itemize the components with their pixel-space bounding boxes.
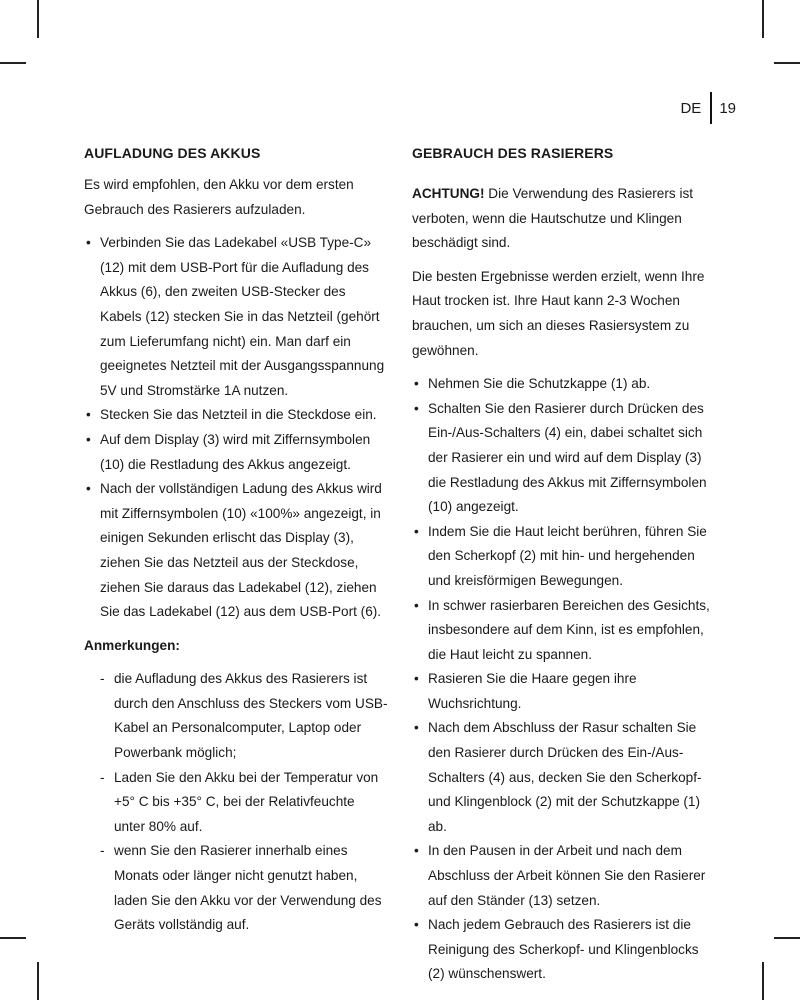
list-item: • In den Pausen in der Arbeit und nach dem Abschluss der Arbeit können Sie den Rasierer auf den Ständer (13) setzen.	[412, 839, 716, 913]
list-item: - Laden Sie den Akku bei der Temperatur von +5° C bis +35° C, bei der Relativfeuchte unter 80% auf.	[96, 766, 388, 840]
warning-label: ACHTUNG!	[412, 186, 485, 201]
list-item: • Nach dem Abschluss der Rasur schalten Sie den Rasierer durch Drücken des Ein-/Aus-Schalters (4) aus, decken Sie den Scherkopf- und Klingenblock (2) mit der Schutzkappe (1) ab.	[412, 716, 716, 839]
list-item: • Nach jedem Gebrauch des Rasierers ist die Reinigung des Scherkopf- und Klingenblocks (2) wünschenswert.	[412, 913, 716, 987]
usage-paragraph: Die besten Ergebnisse werden erzielt, wenn Ihre Haut trocken ist. Ihre Haut kann 2-3 Wochen brauchen, um sich an dieses Rasiersystem zu gewöhnen.	[412, 268, 705, 358]
list-item: • Indem Sie die Haut leicht berühren, führen Sie den Scherkopf (2) mit hin- und hergehenden und kreisförmigen Bewegungen.	[412, 520, 716, 594]
warning-text: Die Verwendung des Rasierers ist verboten, wenn die Hautschutze und Klingen beschädigt sind.	[412, 186, 694, 251]
crop-mark	[774, 62, 800, 64]
section-heading-usage: GEBRAUCH DES RASIERERS	[412, 145, 614, 161]
notes-title: Anmerkungen:	[84, 637, 180, 653]
list-item: • Schalten Sie den Rasierer durch Drücken des Ein-/Aus-Schalters (4) ein, dabei schaltet sich der Rasierer ein und wird auf dem Display (3) die Restladung des Akkus mit Ziffernsymbolen (10) angezeigt.	[412, 397, 716, 520]
notes-list	[84, 667, 388, 938]
list-item: - wenn Sie den Rasierer innerhalb eines Monats oder länger nicht genutzt haben, laden Sie den Akku vor der Verwendung des Geräts vollständig auf.	[96, 839, 388, 937]
usage-steps-list	[412, 372, 716, 987]
warning-paragraph	[412, 182, 716, 256]
section-heading-charging: AUFLADUNG DES AKKUS	[84, 145, 261, 161]
list-item: • Verbinden Sie das Ladekabel «USB Type-C» (12) mit dem USB-Port für die Aufladung des Akkus (6), den zweiten USB-Stecker des Kabels (12) stecken Sie in das Netzteil (gehört zum Lieferumfang nicht) ein. Man darf ein geeignetes Netzteil mit der Ausgangsspannung 5V und Stromstärke 1A nutzen.	[84, 231, 388, 403]
crop-mark	[37, 0, 39, 38]
crop-mark	[762, 0, 764, 38]
page-header	[680, 92, 736, 124]
page-number: 19	[719, 99, 736, 117]
charging-steps-list	[84, 231, 388, 625]
crop-mark	[0, 62, 26, 64]
crop-mark	[37, 962, 39, 1000]
language-code: DE	[680, 99, 702, 117]
list-item: • Auf dem Display (3) wird mit Ziffernsymbolen (10) die Restladung des Akkus angezeigt.	[84, 428, 388, 477]
list-item: • In schwer rasierbaren Bereichen des Gesichts, insbesondere auf dem Kinn, ist es empfohlen, die Haut leicht zu spannen.	[412, 594, 716, 668]
left-column	[84, 142, 388, 938]
list-item: • Nach der vollständigen Ladung des Akkus wird mit Ziffernsymbolen (10) «100%» angezeigt, in einigen Sekunden erlischt das Display (3), ziehen Sie das Netzteil aus der Steckdose, ziehen Sie daraus das Ladekabel (12), ziehen Sie das Ladekabel (12) aus dem USB-Port (6).	[84, 477, 388, 625]
right-column	[412, 142, 716, 996]
crop-mark	[0, 937, 26, 939]
list-item: - die Aufladung des Akkus des Rasierers ist durch den Anschluss des Steckers vom USB-Kabel an Personalcomputer, Laptop oder Powerbank möglich;	[96, 667, 388, 765]
intro-paragraph: Es wird empfohlen, den Akku vor dem ersten Gebrauch des Rasierers aufzuladen.	[84, 177, 354, 217]
crop-mark	[774, 937, 800, 939]
list-item: • Stecken Sie das Netzteil in die Steckdose ein.	[84, 403, 388, 428]
list-item: • Nehmen Sie die Schutzkappe (1) ab.	[412, 372, 716, 397]
list-item: • Rasieren Sie die Haare gegen ihre Wuchsrichtung.	[412, 667, 716, 716]
crop-mark	[762, 962, 764, 1000]
